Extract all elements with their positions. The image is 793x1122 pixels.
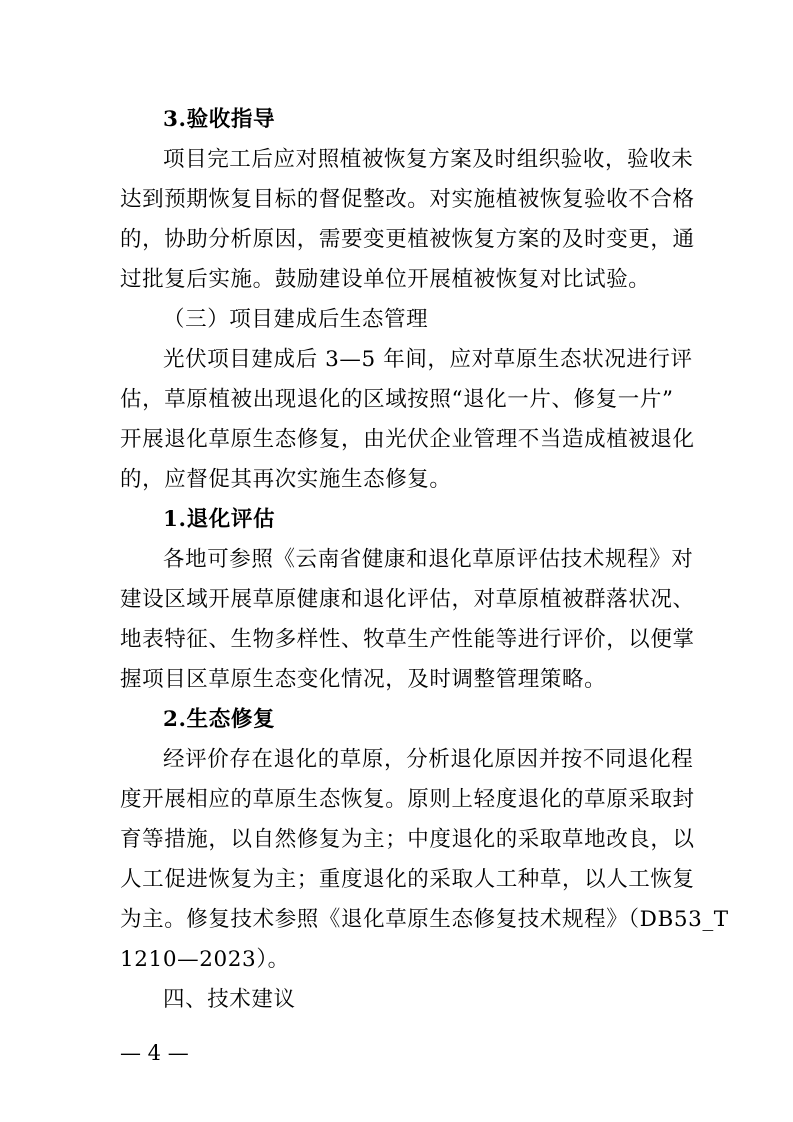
paragraph-line: 1210—2023）。 — [120, 947, 290, 972]
section-heading-post-construction-management: （三）项目建成后生态管理 — [163, 307, 429, 332]
section-heading-acceptance-guidance: 3.验收指导 — [163, 107, 276, 132]
paragraph-line: 光伏项目建成后 3—5 年间，应对草原生态状况进行评 — [163, 347, 693, 372]
paragraph-line: 经评价存在退化的草原，分析退化原因并按不同退化程 — [163, 747, 694, 772]
paragraph-line: 地表特征、生物多样性、牧草生产性能等进行评价，以便掌 — [120, 627, 695, 652]
paragraph-line: 育等措施，以自然修复为主；中度退化的采取草地改良，以 — [120, 827, 695, 852]
paragraph-line: 各地可参照《云南省健康和退化草原评估技术规程》对 — [163, 547, 694, 572]
paragraph-line: 过批复后实施。鼓励建设单位开展植被恢复对比试验。 — [120, 267, 651, 292]
page-number: — 4 — — [120, 1041, 189, 1065]
paragraph-line: 建设区域开展草原健康和退化评估，对草原植被群落状况、 — [120, 587, 695, 612]
section-heading-ecological-restoration: 2.生态修复 — [163, 707, 276, 732]
paragraph-line: 达到预期恢复目标的督促整改。对实施植被恢复验收不合格 — [120, 187, 695, 212]
paragraph-line: 开展退化草原生态修复，由光伏企业管理不当造成植被退化 — [120, 427, 695, 452]
paragraph-line: 估，草原植被出现退化的区域按照“退化一片、修复一片” — [120, 387, 674, 412]
paragraph-line: 的，协助分析原因，需要变更植被恢复方案的及时变更，通 — [120, 227, 695, 252]
section-heading-degradation-assessment: 1.退化评估 — [163, 507, 276, 532]
paragraph-line: 为主。修复技术参照《退化草原生态修复技术规程》（DB53_T — [120, 907, 729, 932]
paragraph-line: 的，应督促其再次实施生态修复。 — [120, 467, 452, 492]
section-heading-technical-recommendations: 四、技术建议 — [163, 987, 296, 1012]
document-body — [120, 100, 729, 1020]
paragraph-line: 人工促进恢复为主；重度退化的采取人工种草，以人工恢复 — [120, 867, 695, 892]
paragraph-line: 度开展相应的草原生态恢复。原则上轻度退化的草原采取封 — [120, 787, 695, 812]
paragraph-line: 项目完工后应对照植被恢复方案及时组织验收，验收未 — [163, 147, 694, 172]
paragraph-line: 握项目区草原生态变化情况，及时调整管理策略。 — [120, 667, 607, 692]
